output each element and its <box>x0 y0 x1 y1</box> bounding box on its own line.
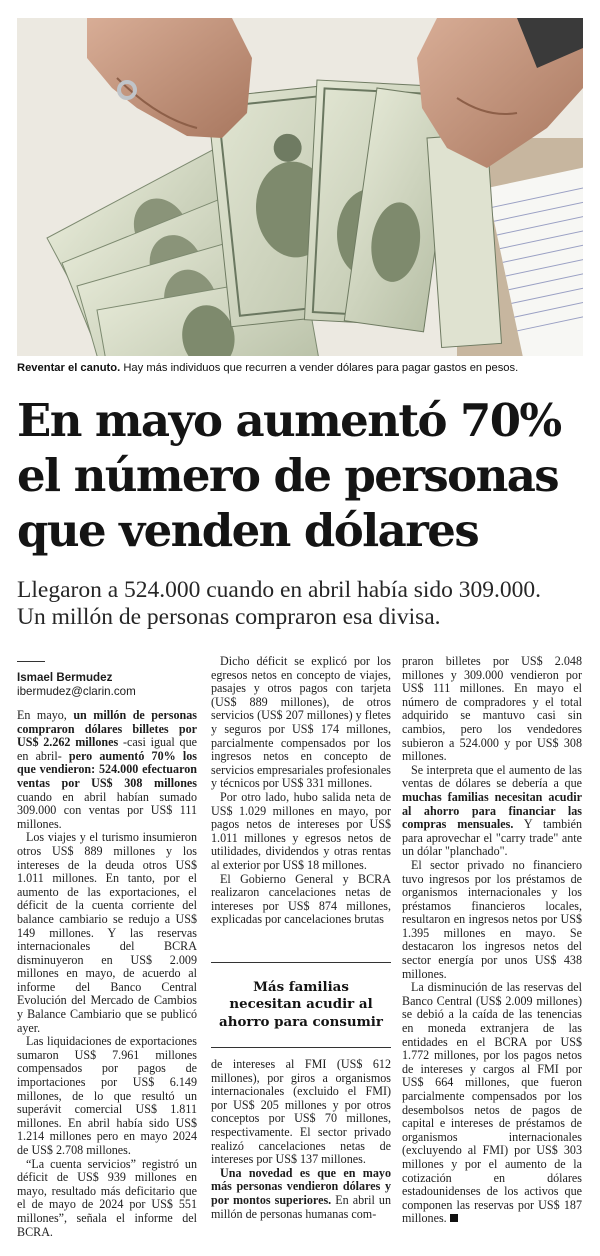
paragraph: de intereses al FMI (US$ 612 millones), por giros a organismos internacionales (excluido el FMI) por US$ 205 millones y por otros conceptos por US$ 70 millones, respectivamente. El sector privado realizó cancelaciones netas de intereses por US$ 137 millones. <box>211 1057 391 1167</box>
paragraph <box>17 709 197 831</box>
byline-divider <box>17 661 45 662</box>
paragraph: El Gobierno General y BCRA realizaron cancelaciones netas de intereses por US$ 874 millones, explicadas por cancelaciones brutas <box>211 871 391 927</box>
caption-text: Hay más individuos que recurren a vender dólares para pagar gastos en pesos. <box>120 362 519 374</box>
text-run: En abril un millón de personas humanas com- <box>211 1192 391 1221</box>
paragraph <box>402 764 582 859</box>
bold-run: pero aumentó 70% los que vendieron: 524.000 efectuaron ventas por US$ 308 millones <box>17 748 197 790</box>
paragraph: El sector privado no financiero tuvo ingresos por los préstamos de organismos internacionales y los préstamos financieros locales, resultaron en ingresos netos por US$ 1.395 millones en mayo. Se destacaron los ingresos netos del sector energía por unos US$ 438 millones. <box>402 857 582 981</box>
author-name: Ismael Bermudez <box>17 671 113 684</box>
paragraph <box>402 981 582 1226</box>
paragraph: Las liquidaciones de exportaciones sumaron US$ 7.961 millones compensados por pagos de importaciones por US$ 6.149 millones, de lo que resultó un superávit comercial US$ 1.811 millones. En abril había sido US$ 1.214 millones pero en mayo 2024 de US$ 2.708 millones. <box>17 1034 197 1157</box>
subhead-line-2: Un millón de personas compraron esa divisa. <box>17 604 441 630</box>
subhead-line-1: Llegaron a 524.000 cuando en abril había sido 309.000. <box>17 577 542 603</box>
article-column-2 <box>211 655 391 927</box>
bold-run: Una novedad es que en mayo más personas vendieron dólares y por montos superiores. <box>211 1165 391 1207</box>
paragraph <box>211 1167 391 1221</box>
text-run: En mayo, <box>17 708 74 722</box>
paragraph: praron billetes por US$ 2.048 millones y 309.000 vendieron por US$ 111 millones. En mayo el número de compradores y el total adquirido se mantuvo casi sin cambios, pero los vendedores subieron a 524.000 y por US$ 308 millones. <box>402 654 582 764</box>
author-email-link[interactable]: ibermudez@clarin.com <box>17 685 136 698</box>
article-photo <box>17 18 583 356</box>
article-column-2-continued <box>211 1058 391 1221</box>
bold-run: un millón de personas compraron dólares billetes por US$ 2.262 millones <box>17 708 197 750</box>
text-run: Y también para aprovechar el "carry trade" ante un dólar "planchado". <box>402 817 583 859</box>
headline-line-3: que venden dólares <box>17 504 479 557</box>
caption-lead: Reventar el canuto. <box>17 362 121 374</box>
bold-run: muchas familias necesitan acudir al ahorro para financiar las compras mensuales. <box>402 789 582 832</box>
headline <box>17 393 583 558</box>
text-run: cuando en abril habían sumado 309.000 con ventas por US$ 111 millones. <box>17 789 197 831</box>
money-hands-photo-icon <box>17 18 583 356</box>
headline-line-1: En mayo aumentó 70% <box>17 394 561 447</box>
end-of-article-mark <box>450 1214 458 1222</box>
pull-quote: Más familias necesitan acudir al ahorro para consumir <box>211 962 391 1048</box>
paragraph: Dicho déficit se explicó por los egresos netos en concepto de viajes, pasajes y otros pagos con tarjeta (US$ 889 millones), de otros servicios (US$ 207 millones) y fletes y seguros por US$ 174 millones, parcialmente compensados por los ingresos netos en concepto de servicios empresariales profesionales y técnicos por US$ 331 millones. <box>211 654 391 791</box>
text-run: La disminución de las reservas del Banco Central (US$ 2.009 millones) se debió a la caída de las tenencias en moneda extranjera de las entidades en el BCRA por US$ 1.772 millones, por los pagos netos de intereses y cargos al FMI por US$ 664 millones, que fueron parcialmente compensados por los desembolsos netos de pagos de capital e intereses de préstamos de organismos internacionales (excluyendo al FMI) por US$ 303 millones y por el aumento de la cotización en dólares estadounidenses de los activos que componen las reservas por US$ 187 millones. <box>402 980 582 1226</box>
article-column-1 <box>17 655 197 1239</box>
paragraph: Por otro lado, hubo salida neta de US$ 1.029 millones en mayo, por pagos netos de intereses por US$ 1.011 millones y egresos netos de utilidades, dividendos y otras rentas al exterior por US$ 18 millones. <box>211 789 391 872</box>
subheadline <box>17 577 583 631</box>
article-column-3 <box>402 655 582 1226</box>
paragraph: “La cuenta servicios” registró un déficit de US$ 939 millones en mayo, resultado más deficitario que el de mayo de 2024 por US$ 551 millones”, señala el informe del BCRA. <box>17 1156 197 1239</box>
headline-line-2: el número de personas <box>17 449 558 502</box>
paragraph: Los viajes y el turismo insumieron otros US$ 889 millones y los intereses de la deuda otros US$ 1.011 millones. En tanto, por el aumento de las exportaciones, el déficit de la cuenta corriente del balance cambiario se redujo a US$ 149 millones. Y las reservas internacionales del BCRA disminuyeron en US$ 2.009 millones en mayo, de acuerdo al informe del Banco Central Evolución del Mercado de Cambios y Balance Cambiario que se publicó ayer. <box>17 830 197 1035</box>
photo-caption <box>17 361 583 375</box>
text-run: Se interpreta que el aumento de las ventas de dólares se debería a que <box>402 762 582 791</box>
text-run: -casi igual que en abril- <box>17 735 197 763</box>
